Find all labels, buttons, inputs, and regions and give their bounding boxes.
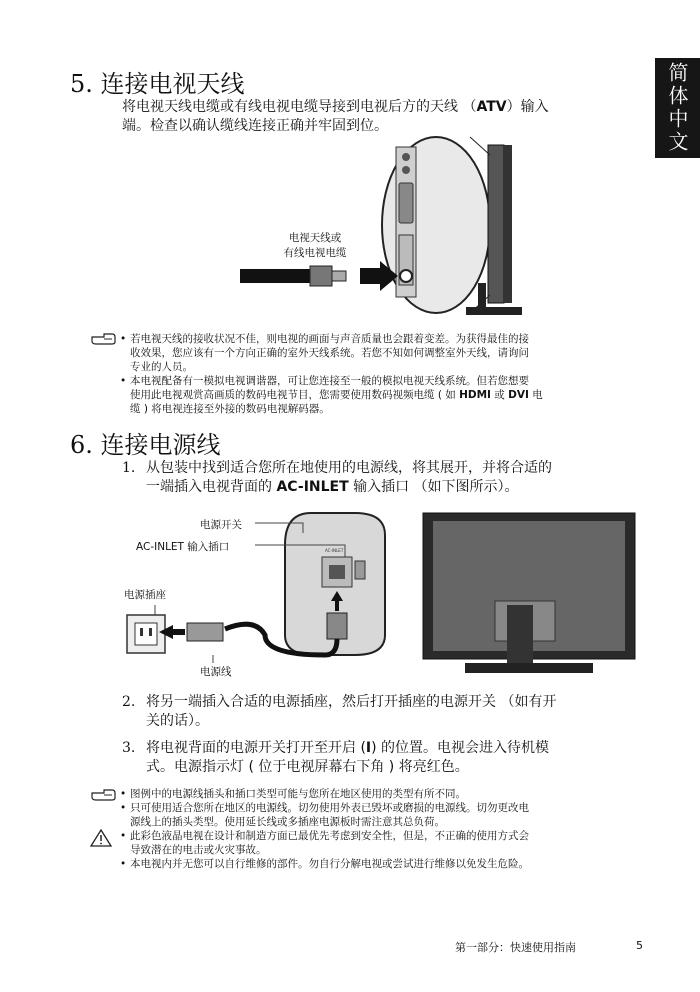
- para-text: ）输入: [506, 99, 549, 115]
- step-text: 从包装中找到适合您所在地使用的电源线，将其展开，并将合适的: [146, 460, 552, 476]
- section-5-notes: [120, 332, 650, 416]
- note-line: 缆 ) 将电视连接至外接的数码电视解码器。: [130, 403, 330, 415]
- port-jack: [402, 153, 410, 161]
- step-number: 1.: [122, 460, 136, 476]
- port-jack: [402, 166, 410, 174]
- para-text: 将电视天线电缆或有线电视电缆导接到电视后方的天线 （: [122, 99, 477, 115]
- note-line: 电: [528, 389, 543, 401]
- outlet-slot: [140, 628, 143, 636]
- connector-tip: [332, 271, 346, 281]
- note-line: 图例中的电源线插头和插口类型可能与您所在地区使用的类型有所不同。: [130, 788, 466, 800]
- note-item: • 本电视配备有一模拟电视调谐器，可让您连接至一般的模拟电视天线系统。但若您想要 使用此电视观赏高画质的数码电视节目，您需要使用数码视频电缆 ( 如 HDMI 或 DVI 电 缆 ) 将电视连接至外接的数码电视解码器。: [120, 375, 543, 415]
- label-ac-inlet: AC-INLET 输入插口: [136, 541, 230, 553]
- step-text: 式。电源指示灯 ( 位于电视屏幕右下角 ) 将亮红色。: [146, 759, 469, 775]
- section-title: 连接电视天线: [100, 70, 245, 98]
- language-tab: 简体中文: [655, 58, 700, 158]
- tv-side-view: [488, 145, 504, 303]
- tv-side-edge: [504, 145, 512, 303]
- note-line: 只可使用适合您所在地区的电源线。切勿使用外表已毁坏或磨损的电源线。切勿更改电: [130, 802, 529, 814]
- para-atv: ATV: [476, 99, 507, 115]
- step-ac-inlet: AC-INLET: [276, 479, 349, 495]
- power-switch: [355, 561, 365, 579]
- note-line: 收效果，您应该有一个方向正确的室外天线系统。若您不知如何调整室外天线，请询问: [130, 347, 529, 359]
- outlet-slot: [149, 628, 152, 636]
- panel-label: AC-INLET: [325, 548, 344, 553]
- note-line: 或: [490, 389, 509, 401]
- step-1: [122, 459, 652, 497]
- hand-pointer-icon: [90, 788, 116, 802]
- vga-port: [399, 183, 413, 223]
- page-number: 5: [636, 939, 643, 952]
- tv-stand-base: [466, 307, 522, 315]
- note-item: • 若电视天线的接收状况不佳，则电视的画面与声音质量也会跟着变差。为获得最佳的接 收效果，您应该有一个方向正确的室外天线系统。若您不知如何调整室外天线，请询问 专业的人员。: [120, 333, 529, 373]
- wall-plug: [187, 623, 223, 641]
- note-line: 若电视天线的接收状况不佳，则电视的画面与声音质量也会跟着变差。为获得最佳的接: [130, 333, 529, 345]
- tv-stand-neck: [478, 283, 486, 311]
- note-dvi: DVI: [508, 389, 529, 401]
- cable-connector: [310, 266, 332, 286]
- ac-inlet-hole: [329, 565, 345, 579]
- step-number: 3.: [122, 740, 136, 756]
- tv-stand-neck: [507, 605, 533, 673]
- warning-item: • 本电视内并无您可以自行维修的部件。勿自行分解电视或尝试进行维修以免发生危险。: [120, 858, 529, 870]
- section-6-notes: [120, 787, 650, 829]
- antenna-illustration: [230, 135, 530, 320]
- label-power-switch: 电源开关: [200, 519, 242, 531]
- section-5-heading: [70, 64, 245, 99]
- note-hdmi: HDMI: [459, 389, 491, 401]
- warning-line: 本电视内并无您可以自行维修的部件。勿自行分解电视或尝试进行维修以免发生危险。: [130, 858, 529, 870]
- step-text: 将另一端插入合适的电源插座，然后打开插座的电源开关 （如有开: [146, 694, 557, 710]
- section-number: 6.: [70, 431, 93, 459]
- antenna-cable: [240, 269, 310, 283]
- label-cord: 电源线: [200, 666, 232, 678]
- warning-triangle-icon: [90, 829, 112, 847]
- step-text: 输入插口 （如下图所示）。: [348, 479, 519, 495]
- section-number: 5.: [70, 70, 93, 98]
- warning-line: 此彩色液晶电视在设计和制造方面已最优先考虑到安全性，但是，不正确的使用方式会: [130, 830, 529, 842]
- outlet-face: [135, 623, 157, 645]
- magnifier-line: [470, 137, 490, 155]
- note-line: 使用此电视观赏高画质的数码电视节目，您需要使用数码视频电缆 ( 如: [130, 389, 460, 401]
- note-line: 源线上的插头类型。使用延长线或多插座电源板时需注意其总负荷。: [130, 816, 445, 828]
- warning-item: • 此彩色液晶电视在设计和制造方面已最优先考虑到安全性，但是，不正确的使用方式会 导致潜在的电击或火灾事故。: [120, 830, 529, 856]
- note-item: • 图例中的电源线插头和插口类型可能与您所在地区使用的类型有所不同。: [120, 788, 466, 800]
- section-6-heading: [70, 425, 221, 460]
- step-text: 一端插入电视背面的: [146, 479, 277, 495]
- section-5-paragraph: [122, 98, 642, 136]
- step-text: 关的话）。: [146, 713, 209, 729]
- step-number: 2.: [122, 694, 136, 710]
- note-line: 本电视配备有一模拟电视调谐器，可让您连接至一般的模拟电视天线系统。但若您想要: [130, 375, 529, 387]
- antenna-port: [400, 270, 412, 282]
- step-3: [122, 739, 652, 777]
- step-2: [122, 693, 652, 731]
- cable-label-line: 有线电视电缆: [283, 247, 347, 259]
- section-title: 连接电源线: [100, 431, 221, 459]
- warning-line: 导致潜在的电击或火灾事故。: [130, 844, 267, 856]
- cable-label-line: 电视天线或: [288, 232, 342, 244]
- para-text: 端。检查以确认缆线连接正确并牢固到位。: [122, 118, 388, 134]
- cable-label: [260, 230, 370, 260]
- hand-pointer-icon: [90, 332, 116, 346]
- note-item: • 只可使用适合您所在地区的电源线。切勿使用外表已毁坏或磨损的电源线。切勿更改电 源线上的插头类型。使用延长线或多插座电源板时需注意其总负荷。: [120, 802, 529, 828]
- step-text: ) 的位置。电视会进入待机模: [371, 740, 550, 756]
- power-plug: [327, 613, 347, 639]
- footer-text: 第一部分：快速使用指南: [455, 941, 576, 954]
- label-outlet: 电源插座: [124, 589, 166, 601]
- step-text: 将电视背面的电源开关打开至开启 (: [146, 740, 366, 756]
- step-on-symbol: I: [365, 740, 372, 756]
- tv-stand-base: [465, 663, 593, 673]
- power-illustration: [115, 505, 645, 690]
- warnings: [120, 829, 650, 871]
- note-line: 专业的人员。: [130, 361, 193, 373]
